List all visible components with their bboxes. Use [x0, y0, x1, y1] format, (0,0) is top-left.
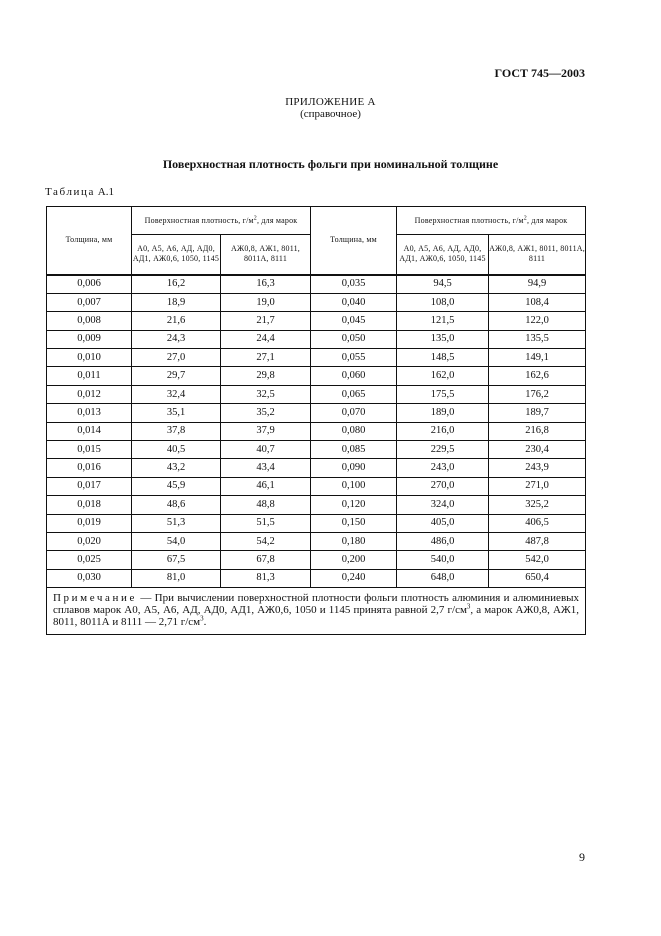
- table-label-number: А.1: [97, 186, 114, 198]
- cell-grade-b-left: 46,1: [221, 477, 311, 495]
- density-table: [46, 206, 586, 635]
- cell-grade-a-left: 27,0: [132, 349, 221, 367]
- cell-thickness-right: 0,055: [311, 349, 397, 367]
- cell-thickness-left: 0,019: [47, 514, 132, 532]
- cell-thickness-right: 0,040: [311, 293, 397, 311]
- cell-grade-a-right: 175,5: [397, 385, 489, 403]
- table-row: [47, 385, 586, 403]
- cell-grade-a-right: 243,0: [397, 459, 489, 477]
- table-row: [47, 569, 586, 587]
- cell-grade-b-left: 40,7: [221, 441, 311, 459]
- cell-grade-b-left: 29,8: [221, 367, 311, 385]
- cell-grade-b-right: 108,4: [489, 293, 586, 311]
- cell-grade-b-left: 43,4: [221, 459, 311, 477]
- cell-grade-a-right: 648,0: [397, 569, 489, 587]
- cell-grade-a-right: 486,0: [397, 532, 489, 550]
- cell-grade-b-right: 176,2: [489, 385, 586, 403]
- cell-grade-b-left: 24,4: [221, 330, 311, 348]
- cell-grade-a-right: 148,5: [397, 349, 489, 367]
- cell-grade-a-right: 270,0: [397, 477, 489, 495]
- cell-thickness-left: 0,013: [47, 404, 132, 422]
- cell-thickness-left: 0,016: [47, 459, 132, 477]
- cell-grade-b-left: 37,9: [221, 422, 311, 440]
- cell-grade-a-right: 216,0: [397, 422, 489, 440]
- cell-grade-a-left: 16,2: [132, 275, 221, 294]
- cell-grade-a-left: 67,5: [132, 551, 221, 569]
- cell-grade-b-right: 230,4: [489, 441, 586, 459]
- cell-grade-b-left: 54,2: [221, 532, 311, 550]
- cell-thickness-left: 0,009: [47, 330, 132, 348]
- cell-grade-b-right: 487,8: [489, 532, 586, 550]
- table-row: [47, 551, 586, 569]
- cell-grade-b-left: 51,5: [221, 514, 311, 532]
- cell-thickness-left: 0,007: [47, 293, 132, 311]
- cell-grade-a-left: 54,0: [132, 532, 221, 550]
- cell-grade-a-left: 32,4: [132, 385, 221, 403]
- cell-grade-b-right: 162,6: [489, 367, 586, 385]
- cell-grade-a-left: 51,3: [132, 514, 221, 532]
- cell-grade-b-left: 35,2: [221, 404, 311, 422]
- appendix-title: ПРИЛОЖЕНИЕ А: [285, 96, 376, 108]
- cell-grade-b-left: 27,1: [221, 349, 311, 367]
- cell-grade-b-right: 271,0: [489, 477, 586, 495]
- note-text-2: , а марок АЖ0,8, АЖ1, 8011, 8011А и 8111 — 2,71 г/см: [53, 604, 580, 629]
- table-row: [47, 422, 586, 440]
- table-row: [47, 312, 586, 330]
- table-row: [47, 459, 586, 477]
- cell-grade-b-left: 21,7: [221, 312, 311, 330]
- cell-grade-a-left: 24,3: [132, 330, 221, 348]
- table-row: [47, 367, 586, 385]
- cell-thickness-right: 0,240: [311, 569, 397, 587]
- table-label: [45, 186, 114, 198]
- cell-grade-a-left: 35,1: [132, 404, 221, 422]
- cell-grade-a-right: 94,5: [397, 275, 489, 294]
- cell-grade-b-left: 16,3: [221, 275, 311, 294]
- appendix-subtitle: (справочное): [300, 108, 361, 120]
- table-row: [47, 275, 586, 294]
- cell-thickness-left: 0,030: [47, 569, 132, 587]
- cell-thickness-right: 0,080: [311, 422, 397, 440]
- cell-grade-a-left: 81,0: [132, 569, 221, 587]
- header-grade-a-right: А0, А5, А6, АД, АД0, АД1, АЖ0,6, 1050, 1145: [397, 235, 489, 275]
- cell-grade-b-right: 650,4: [489, 569, 586, 587]
- cell-grade-b-right: 406,5: [489, 514, 586, 532]
- cell-grade-a-right: 121,5: [397, 312, 489, 330]
- cell-thickness-right: 0,120: [311, 496, 397, 514]
- cell-grade-a-left: 37,8: [132, 422, 221, 440]
- cell-grade-a-left: 45,9: [132, 477, 221, 495]
- cell-thickness-left: 0,025: [47, 551, 132, 569]
- cell-grade-b-right: 135,5: [489, 330, 586, 348]
- table-note: [47, 588, 586, 635]
- cell-grade-b-right: 94,9: [489, 275, 586, 294]
- cell-thickness-left: 0,006: [47, 275, 132, 294]
- cell-grade-b-right: 149,1: [489, 349, 586, 367]
- cell-thickness-left: 0,018: [47, 496, 132, 514]
- cell-grade-a-right: 108,0: [397, 293, 489, 311]
- cell-grade-a-left: 29,7: [132, 367, 221, 385]
- cell-thickness-right: 0,050: [311, 330, 397, 348]
- header-density-right-post: , для марок: [526, 215, 568, 225]
- cell-thickness-right: 0,045: [311, 312, 397, 330]
- cell-grade-a-left: 40,5: [132, 441, 221, 459]
- table-row: [47, 330, 586, 348]
- cell-thickness-right: 0,090: [311, 459, 397, 477]
- document-code: ГОСТ 745—2003: [494, 66, 585, 80]
- cell-thickness-right: 0,085: [311, 441, 397, 459]
- header-density-left-post: , для марок: [256, 215, 298, 225]
- cell-thickness-right: 0,150: [311, 514, 397, 532]
- cell-grade-a-right: 405,0: [397, 514, 489, 532]
- cell-grade-b-left: 81,3: [221, 569, 311, 587]
- table-row: [47, 477, 586, 495]
- cell-grade-a-right: 135,0: [397, 330, 489, 348]
- table-row: [47, 293, 586, 311]
- header-density-right: [397, 207, 586, 235]
- note-sup-1: 3: [466, 602, 471, 611]
- cell-thickness-right: 0,065: [311, 385, 397, 403]
- table-row: [47, 532, 586, 550]
- cell-thickness-right: 0,070: [311, 404, 397, 422]
- table-row: [47, 514, 586, 532]
- table-row: [47, 441, 586, 459]
- table-row: [47, 496, 586, 514]
- table-label-prefix: Таблица: [45, 186, 95, 198]
- cell-grade-b-right: 542,0: [489, 551, 586, 569]
- cell-grade-a-right: 324,0: [397, 496, 489, 514]
- cell-grade-b-left: 19,0: [221, 293, 311, 311]
- header-grade-b-left: АЖ0,8, АЖ1, 8011, 8011А, 8111: [221, 235, 311, 275]
- cell-grade-a-right: 540,0: [397, 551, 489, 569]
- cell-thickness-right: 0,100: [311, 477, 397, 495]
- header-thickness-right: Толщина, мм: [311, 207, 397, 275]
- table-row: [47, 349, 586, 367]
- header-density-right-pre: Поверхностная плотность, г/м: [414, 215, 524, 225]
- table-row: [47, 404, 586, 422]
- page-number: 9: [579, 850, 585, 864]
- cell-grade-a-right: 162,0: [397, 367, 489, 385]
- header-density-left: [132, 207, 311, 235]
- header-grade-a-left: А0, А5, А6, АД, АД0, АД1, АЖ0,6, 1050, 1145: [132, 235, 221, 275]
- cell-thickness-left: 0,012: [47, 385, 132, 403]
- cell-grade-a-right: 229,5: [397, 441, 489, 459]
- cell-thickness-right: 0,200: [311, 551, 397, 569]
- cell-thickness-right: 0,035: [311, 275, 397, 294]
- note-sup-2: 3: [200, 614, 204, 623]
- cell-grade-a-right: 189,0: [397, 404, 489, 422]
- note-text-1: — При вычислении поверхностной плотности фольги плотность алюминия и алюминиевых сплавов марок А0, А5, А6, АД, АД0, АД1, АЖ0,6, 1050 и 1145 принята равной 2,7 г/см: [53, 592, 580, 617]
- section-title: Поверхностная плотность фольги при номинальной толщине: [162, 157, 499, 171]
- header-grade-b-right: АЖ0,8, АЖ1, 8011, 8011А, 8111: [489, 235, 586, 275]
- cell-grade-a-left: 18,9: [132, 293, 221, 311]
- cell-thickness-right: 0,060: [311, 367, 397, 385]
- cell-thickness-left: 0,010: [47, 349, 132, 367]
- cell-thickness-left: 0,020: [47, 532, 132, 550]
- cell-grade-b-right: 216,8: [489, 422, 586, 440]
- cell-grade-a-left: 21,6: [132, 312, 221, 330]
- cell-grade-b-right: 325,2: [489, 496, 586, 514]
- cell-thickness-left: 0,014: [47, 422, 132, 440]
- cell-grade-a-left: 43,2: [132, 459, 221, 477]
- table-body: [47, 275, 586, 588]
- header-thickness-left: Толщина, мм: [47, 207, 132, 275]
- header-density-right-sup: 2: [523, 214, 527, 221]
- cell-grade-a-left: 48,6: [132, 496, 221, 514]
- cell-grade-b-left: 48,8: [221, 496, 311, 514]
- cell-grade-b-right: 189,7: [489, 404, 586, 422]
- cell-grade-b-left: 32,5: [221, 385, 311, 403]
- header-density-left-pre: Поверхностная плотность, г/м: [144, 215, 254, 225]
- note-text-3: .: [203, 616, 207, 629]
- cell-grade-b-right: 243,9: [489, 459, 586, 477]
- cell-thickness-left: 0,017: [47, 477, 132, 495]
- cell-thickness-right: 0,180: [311, 532, 397, 550]
- header-density-left-sup: 2: [253, 214, 257, 221]
- cell-grade-b-right: 122,0: [489, 312, 586, 330]
- note-word: Примечание: [53, 592, 137, 605]
- cell-thickness-left: 0,008: [47, 312, 132, 330]
- cell-grade-b-left: 67,8: [221, 551, 311, 569]
- cell-thickness-left: 0,011: [47, 367, 132, 385]
- cell-thickness-left: 0,015: [47, 441, 132, 459]
